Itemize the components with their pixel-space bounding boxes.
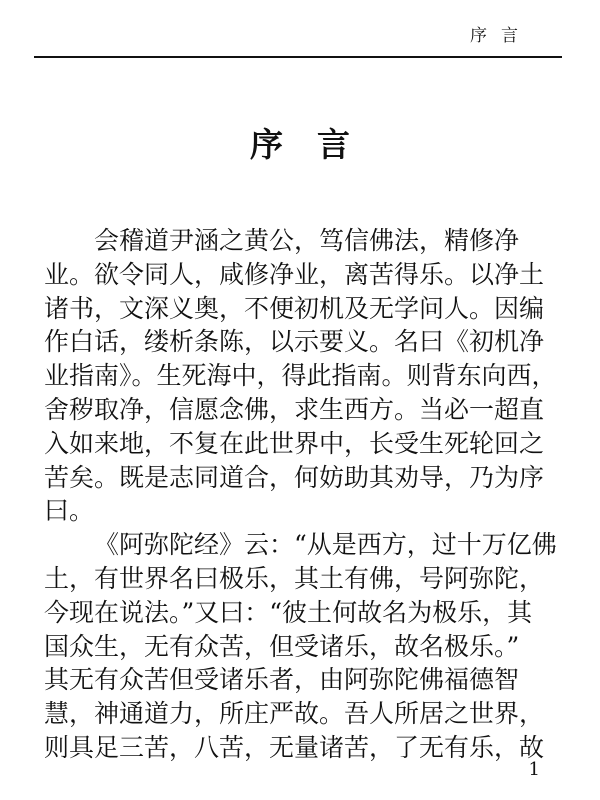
title-char-2: 言 <box>317 125 350 164</box>
text-line: 诸书，文深义奥，不便初机及无学问人。因编 <box>44 293 545 323</box>
text-line: 曰。 <box>44 496 95 526</box>
title-char-1: 序 <box>250 125 283 164</box>
page-number: 1 <box>528 759 540 780</box>
text-line: 慧，神通道力，所庄严故。吾人所居之世界， <box>44 699 545 729</box>
text-line: 舍秽取净，信愿念佛，求生西方。当必一超直 <box>44 394 545 424</box>
text-line: 入如来地，不复在此世界中，长受生死轮回之 <box>44 428 545 458</box>
text-line: 《阿弥陀经》云：“从是西方，过十万亿佛 <box>94 530 557 560</box>
text-line: 则具足三苦，八苦，无量诸苦，了无有乐，故 <box>44 732 545 762</box>
running-header: 序言 <box>470 26 532 46</box>
paragraph-2 <box>44 528 564 765</box>
text-line: 国众生，无有众苦，但受诸乐，故名极乐。” <box>44 631 520 661</box>
header-rule <box>34 56 562 58</box>
text-line: 土，有世界名曰极乐，其土有佛，号阿弥陀， <box>44 563 545 593</box>
text-line: 业指南》。生死海中，得此指南。则背东向西， <box>44 361 557 391</box>
page-title <box>0 125 600 165</box>
text-line: 作白话，缕析条陈，以示要义。名曰《初机净 <box>44 327 545 357</box>
paragraph-1 <box>44 224 564 528</box>
text-line: 会稽道尹涵之黄公，笃信佛法，精修净 <box>94 226 520 255</box>
text-line: 其无有众苦但受诸乐者，由阿弥陀佛福德智 <box>44 665 520 695</box>
body-text <box>44 224 564 765</box>
text-line: 今现在说法。”又曰：“彼土何故名为极乐，其 <box>44 597 533 627</box>
text-line: 苦矣。既是志同道合，何妨助其劝导，乃为序 <box>44 462 545 492</box>
text-line: 业。欲令同人，咸修净业，离苦得乐。以净土 <box>44 259 545 289</box>
